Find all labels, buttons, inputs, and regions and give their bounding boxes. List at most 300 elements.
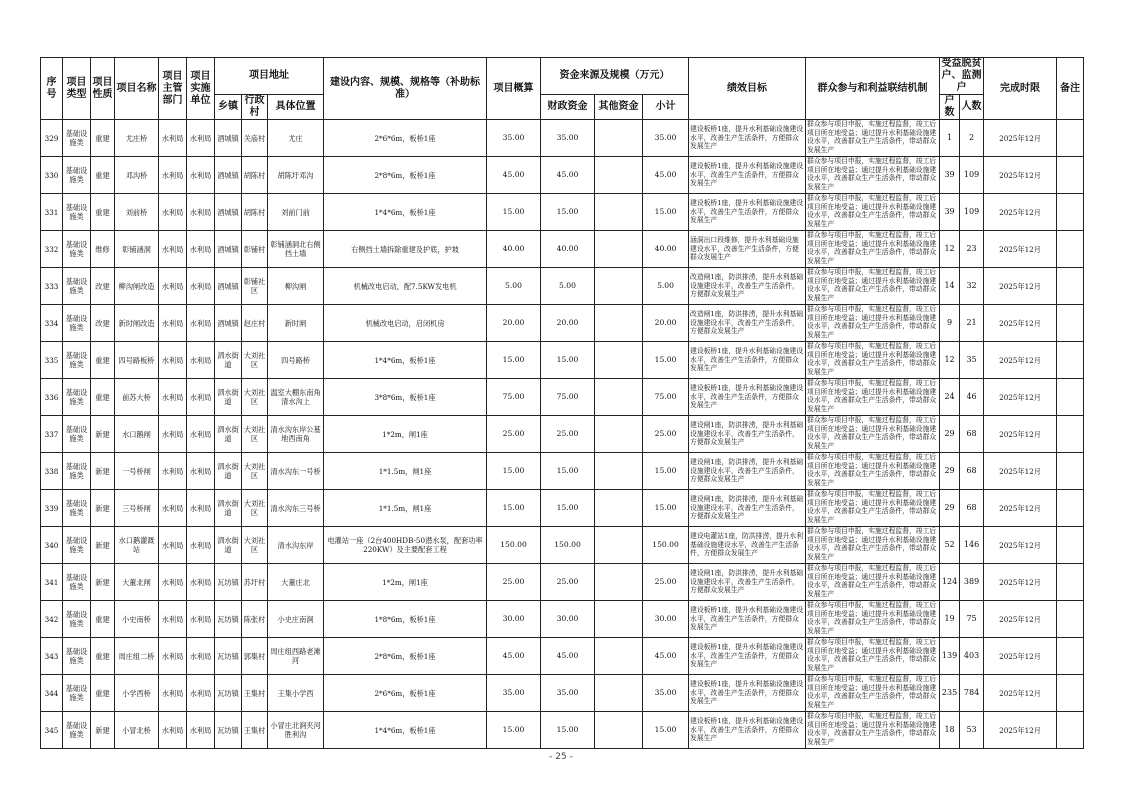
cell-unit: 水利局 xyxy=(187,342,215,379)
cell-other xyxy=(595,305,643,342)
cell-other xyxy=(595,564,643,601)
cell-village: 胡陈村 xyxy=(242,157,268,194)
cell-budget: 45.00 xyxy=(487,638,541,675)
cell-content: 右侧挡土墙拆除重建及护底，护坡 xyxy=(324,231,487,268)
cell-location: 柳沟闸 xyxy=(268,268,324,305)
cell-budget: 45.00 xyxy=(487,157,541,194)
cell-fiscal: 25.00 xyxy=(541,416,595,453)
cell-mechanism xyxy=(806,638,940,675)
cell-budget: 15.00 xyxy=(487,490,541,527)
mechanism-text: 群众参与项目申报，实施过程监督，竣工后项目所在地受益；通过提升水利基础设施建设水平，改善群众生产生活条件，带动群众发展生产 xyxy=(807,268,937,303)
header-village: 行政村 xyxy=(242,95,268,120)
cell-type: 基础设施类 xyxy=(63,527,91,564)
cell-dept: 水利局 xyxy=(159,527,187,564)
cell-households: 139 xyxy=(940,638,960,675)
cell-location: 彰铺涵洞北右侧挡土墙 xyxy=(268,231,324,268)
cell-seq: 336 xyxy=(41,379,63,416)
cell-households: 29 xyxy=(940,416,960,453)
cell-budget: 15.00 xyxy=(487,194,541,231)
cell-nature: 重建 xyxy=(91,601,115,638)
cell-dept: 水利局 xyxy=(159,268,187,305)
cell-fiscal: 30.00 xyxy=(541,601,595,638)
cell-unit: 水利局 xyxy=(187,601,215,638)
cell-type: 基础设施类 xyxy=(63,231,91,268)
cell-town: 酒城镇 xyxy=(215,305,242,342)
table-row xyxy=(41,342,1084,379)
cell-remark xyxy=(1057,453,1084,490)
cell-unit: 水利局 xyxy=(187,157,215,194)
cell-seq: 337 xyxy=(41,416,63,453)
cell-unit: 水利局 xyxy=(187,564,215,601)
cell-households: 39 xyxy=(940,194,960,231)
cell-unit: 水利局 xyxy=(187,120,215,157)
cell-seq: 340 xyxy=(41,527,63,564)
cell-dept: 水利局 xyxy=(159,712,187,749)
cell-village: 胡陈村 xyxy=(242,194,268,231)
cell-location: 大董庄北 xyxy=(268,564,324,601)
cell-goal: 建设闸1座，防洪排涝，提升水利基础设施建设水平，改善生产生活条件，方便群众发展生产 xyxy=(689,453,806,490)
cell-name: 小冒北桥 xyxy=(115,712,159,749)
cell-people: 109 xyxy=(960,194,984,231)
cell-fiscal: 15.00 xyxy=(541,453,595,490)
cell-remark xyxy=(1057,268,1084,305)
cell-remark xyxy=(1057,194,1084,231)
cell-unit: 水利局 xyxy=(187,379,215,416)
cell-subtotal: 75.00 xyxy=(643,379,689,416)
cell-completion: 2025年12月 xyxy=(984,231,1057,268)
cell-fiscal: 40.00 xyxy=(541,231,595,268)
cell-type: 基础设施类 xyxy=(63,453,91,490)
cell-dept: 水利局 xyxy=(159,120,187,157)
cell-town: 瓦坊镇 xyxy=(215,638,242,675)
cell-village: 大刘社区 xyxy=(242,342,268,379)
cell-subtotal: 15.00 xyxy=(643,712,689,749)
cell-name: 前苏大桥 xyxy=(115,379,159,416)
cell-dept: 水利局 xyxy=(159,638,187,675)
cell-mechanism xyxy=(806,453,940,490)
cell-subtotal: 25.00 xyxy=(643,416,689,453)
cell-budget: 25.00 xyxy=(487,564,541,601)
cell-other xyxy=(595,157,643,194)
cell-nature: 维修 xyxy=(91,231,115,268)
cell-households: 24 xyxy=(940,379,960,416)
table-row xyxy=(41,120,1084,157)
cell-seq: 330 xyxy=(41,157,63,194)
cell-completion: 2025年12月 xyxy=(984,675,1057,712)
mechanism-text: 群众参与项目申报，实施过程监督，竣工后项目所在地受益；通过提升水利基础设施建设水平，改善群众生产生活条件，带动群众发展生产 xyxy=(807,638,937,673)
cell-name: 邓沟桥 xyxy=(115,157,159,194)
mechanism-text: 群众参与项目申报，实施过程监督，竣工后项目所在地受益；通过提升水利基础设施建设水平，改善群众生产生活条件，带动群众发展生产 xyxy=(807,564,937,599)
table-row xyxy=(41,638,1084,675)
cell-mechanism xyxy=(806,490,940,527)
cell-village: 彰铺村 xyxy=(242,231,268,268)
cell-other xyxy=(595,675,643,712)
cell-content: 2*8*6m，板桥1座 xyxy=(324,157,487,194)
cell-mechanism xyxy=(806,342,940,379)
cell-completion: 2025年12月 xyxy=(984,490,1057,527)
cell-completion: 2025年12月 xyxy=(984,564,1057,601)
cell-goal: 改造闸1座，防洪排涝，提升水利基础设施建设水平，改善生产生活条件，方便群众发展生产 xyxy=(689,305,806,342)
cell-households: 235 xyxy=(940,675,960,712)
cell-other xyxy=(595,712,643,749)
header-budget: 项目概算 xyxy=(487,58,541,120)
mechanism-text: 群众参与项目申报，实施过程监督，竣工后项目所在地受益；通过提升水利基础设施建设水平，改善群众生产生活条件，带动群众发展生产 xyxy=(807,194,937,229)
cell-seq: 341 xyxy=(41,564,63,601)
cell-fiscal: 5.00 xyxy=(541,268,595,305)
cell-completion: 2025年12月 xyxy=(984,120,1057,157)
table-row xyxy=(41,194,1084,231)
table-row xyxy=(41,527,1084,564)
mechanism-text: 群众参与项目申报，实施过程监督，竣工后项目所在地受益；通过提升水利基础设施建设水平，改善群众生产生活条件，带动群众发展生产 xyxy=(807,601,937,636)
cell-subtotal: 5.00 xyxy=(643,268,689,305)
cell-seq: 331 xyxy=(41,194,63,231)
cell-seq: 329 xyxy=(41,120,63,157)
cell-people: 68 xyxy=(960,416,984,453)
cell-location: 清水沟东三号桥 xyxy=(268,490,324,527)
cell-completion: 2025年12月 xyxy=(984,194,1057,231)
cell-fiscal: 15.00 xyxy=(541,342,595,379)
cell-content: 1*4*6m，板桥1座 xyxy=(324,194,487,231)
cell-name: 一号桥闸 xyxy=(115,453,159,490)
mechanism-text: 群众参与项目申报，实施过程监督，竣工后项目所在地受益；通过提升水利基础设施建设水平，改善群众生产生活条件，带动群众发展生产 xyxy=(807,305,937,340)
cell-type: 基础设施类 xyxy=(63,194,91,231)
cell-remark xyxy=(1057,564,1084,601)
header-unit: 项目实施单位 xyxy=(187,58,215,120)
cell-mechanism xyxy=(806,194,940,231)
cell-people: 403 xyxy=(960,638,984,675)
cell-town: 酒城镇 xyxy=(215,120,242,157)
cell-remark xyxy=(1057,527,1084,564)
table-row xyxy=(41,305,1084,342)
cell-nature: 重建 xyxy=(91,675,115,712)
mechanism-text: 群众参与项目申报，实施过程监督，竣工后项目所在地受益；通过提升水利基础设施建设水平，改善群众生产生活条件，带动群众发展生产 xyxy=(807,453,937,488)
cell-type: 基础设施类 xyxy=(63,342,91,379)
cell-name: 水口鹅闸 xyxy=(115,416,159,453)
cell-subtotal: 20.00 xyxy=(643,305,689,342)
cell-other xyxy=(595,638,643,675)
table-header xyxy=(41,58,1084,120)
cell-people: 784 xyxy=(960,675,984,712)
cell-type: 基础设施类 xyxy=(63,675,91,712)
header-completion: 完成时限 xyxy=(984,58,1057,120)
cell-goal: 建设板桥1座，提升水利基础设施建设水平，改善生产生活条件，方便群众发展生产 xyxy=(689,157,806,194)
mechanism-text: 群众参与项目申报，实施过程监督，竣工后项目所在地受益；通过提升水利基础设施建设水平，改善群众生产生活条件，带动群众发展生产 xyxy=(807,527,937,562)
cell-unit: 水利局 xyxy=(187,194,215,231)
cell-mechanism xyxy=(806,712,940,749)
cell-goal: 建设闸1座，防洪排涝，提升水利基础设施建设水平，改善生产生活条件，方便群众发展生产 xyxy=(689,564,806,601)
cell-people: 2 xyxy=(960,120,984,157)
cell-people: 23 xyxy=(960,231,984,268)
cell-dept: 水利局 xyxy=(159,601,187,638)
cell-people: 68 xyxy=(960,453,984,490)
cell-name: 周庄组二桥 xyxy=(115,638,159,675)
mechanism-text: 群众参与项目申报，实施过程监督，竣工后项目所在地受益；通过提升水利基础设施建设水平，改善群众生产生活条件，带动群众发展生产 xyxy=(807,379,937,414)
cell-village: 王集村 xyxy=(242,675,268,712)
cell-remark xyxy=(1057,490,1084,527)
cell-seq: 343 xyxy=(41,638,63,675)
cell-other xyxy=(595,120,643,157)
cell-mechanism xyxy=(806,120,940,157)
cell-unit: 水利局 xyxy=(187,453,215,490)
mechanism-text: 群众参与项目申报，实施过程监督，竣工后项目所在地受益；通过提升水利基础设施建设水平，改善群众生产生活条件，带动群众发展生产 xyxy=(807,675,937,710)
cell-town: 泗水街道 xyxy=(215,453,242,490)
header-other: 其他资金 xyxy=(595,95,643,120)
cell-completion: 2025年12月 xyxy=(984,638,1057,675)
cell-people: 146 xyxy=(960,527,984,564)
cell-nature: 重建 xyxy=(91,157,115,194)
cell-unit: 水利局 xyxy=(187,231,215,268)
cell-type: 基础设施类 xyxy=(63,601,91,638)
cell-content: 1*8*6m，板桥1座 xyxy=(324,601,487,638)
cell-nature: 重建 xyxy=(91,379,115,416)
table-row xyxy=(41,601,1084,638)
cell-people: 35 xyxy=(960,342,984,379)
cell-town: 泗水街道 xyxy=(215,416,242,453)
header-location: 具体位置 xyxy=(268,95,324,120)
header-fiscal: 财政资金 xyxy=(541,95,595,120)
header-content: 建设内容、规模、规格等（补助标准） xyxy=(324,58,487,120)
cell-subtotal: 40.00 xyxy=(643,231,689,268)
mechanism-text: 群众参与项目申报，实施过程监督，竣工后项目所在地受益；通过提升水利基础设施建设水平，改善群众生产生活条件，带动群众发展生产 xyxy=(807,157,937,192)
cell-seq: 344 xyxy=(41,675,63,712)
cell-location: 周庄组西路老滩河 xyxy=(268,638,324,675)
cell-village: 王集村 xyxy=(242,712,268,749)
table-row xyxy=(41,490,1084,527)
header-town: 乡镇 xyxy=(215,95,242,120)
cell-name: 彰铺涵洞 xyxy=(115,231,159,268)
cell-name: 小史南桥 xyxy=(115,601,159,638)
cell-budget: 35.00 xyxy=(487,675,541,712)
cell-households: 9 xyxy=(940,305,960,342)
cell-seq: 338 xyxy=(41,453,63,490)
cell-name: 三号桥闸 xyxy=(115,490,159,527)
cell-nature: 重建 xyxy=(91,194,115,231)
mechanism-text: 群众参与项目申报，实施过程监督，竣工后项目所在地受益；通过提升水利基础设施建设水平，改善群众生产生活条件，带动群众发展生产 xyxy=(807,342,937,377)
table-row xyxy=(41,379,1084,416)
cell-budget: 25.00 xyxy=(487,416,541,453)
cell-households: 12 xyxy=(940,231,960,268)
table-row xyxy=(41,231,1084,268)
cell-goal: 涵洞出口段维修，提升水利基础设施建设水平，改善生产生活条件，方便群众发展生产 xyxy=(689,231,806,268)
cell-village: 大刘社区 xyxy=(242,490,268,527)
cell-town: 泗水街道 xyxy=(215,490,242,527)
cell-fiscal: 15.00 xyxy=(541,712,595,749)
header-people: 人数 xyxy=(960,95,984,120)
cell-type: 基础设施类 xyxy=(63,157,91,194)
cell-completion: 2025年12月 xyxy=(984,157,1057,194)
table-body xyxy=(41,120,1084,749)
cell-town: 酒城镇 xyxy=(215,157,242,194)
cell-location: 清水沟东岸 xyxy=(268,527,324,564)
cell-name: 新时闸改造 xyxy=(115,305,159,342)
cell-remark xyxy=(1057,638,1084,675)
cell-name: 柳沟闸改造 xyxy=(115,268,159,305)
cell-nature: 重建 xyxy=(91,638,115,675)
cell-other xyxy=(595,527,643,564)
cell-dept: 水利局 xyxy=(159,342,187,379)
cell-completion: 2025年12月 xyxy=(984,268,1057,305)
cell-other xyxy=(595,231,643,268)
cell-mechanism xyxy=(806,416,940,453)
cell-people: 46 xyxy=(960,379,984,416)
cell-content: 1*4*6m，板桥1座 xyxy=(324,712,487,749)
table-row xyxy=(41,416,1084,453)
cell-name: 尤庄桥 xyxy=(115,120,159,157)
cell-content: 1*2m，闸1座 xyxy=(324,416,487,453)
cell-location: 清水沟东岸公墓地西南角 xyxy=(268,416,324,453)
cell-households: 14 xyxy=(940,268,960,305)
cell-other xyxy=(595,268,643,305)
mechanism-text: 群众参与项目申报，实施过程监督，竣工后项目所在地受益；通过提升水利基础设施建设水平，改善群众生产生活条件，带动群众发展生产 xyxy=(807,416,937,451)
cell-remark xyxy=(1057,157,1084,194)
cell-location: 胡陈圩邓沟 xyxy=(268,157,324,194)
cell-type: 基础设施类 xyxy=(63,120,91,157)
cell-type: 基础设施类 xyxy=(63,379,91,416)
cell-fiscal: 15.00 xyxy=(541,194,595,231)
cell-content: 1*1.5m，闸1座 xyxy=(324,490,487,527)
cell-village: 苏圩村 xyxy=(242,564,268,601)
cell-completion: 2025年12月 xyxy=(984,601,1057,638)
header-seq: 序号 xyxy=(41,58,63,120)
cell-unit: 水利局 xyxy=(187,490,215,527)
cell-mechanism xyxy=(806,157,940,194)
cell-seq: 342 xyxy=(41,601,63,638)
cell-unit: 水利局 xyxy=(187,527,215,564)
cell-type: 基础设施类 xyxy=(63,305,91,342)
cell-budget: 5.00 xyxy=(487,268,541,305)
cell-budget: 35.00 xyxy=(487,120,541,157)
cell-subtotal: 150.00 xyxy=(643,527,689,564)
cell-town: 泗水街道 xyxy=(215,342,242,379)
cell-goal: 建设板桥1座，提升水利基础设施建设水平，改善生产生活条件，方便群众发展生产 xyxy=(689,675,806,712)
cell-remark xyxy=(1057,601,1084,638)
cell-unit: 水利局 xyxy=(187,416,215,453)
cell-unit: 水利局 xyxy=(187,268,215,305)
cell-households: 39 xyxy=(940,157,960,194)
header-type: 项目类型 xyxy=(63,58,91,120)
cell-town: 瓦坊镇 xyxy=(215,601,242,638)
cell-nature: 新建 xyxy=(91,453,115,490)
cell-village: 大刘社区 xyxy=(242,453,268,490)
cell-completion: 2025年12月 xyxy=(984,379,1057,416)
cell-other xyxy=(595,490,643,527)
table-row xyxy=(41,157,1084,194)
header-name: 项目名称 xyxy=(115,58,159,120)
cell-goal: 建设板桥1座，提升水利基础设施建设水平，改善生产生活条件，方便群众发展生产 xyxy=(689,379,806,416)
cell-households: 18 xyxy=(940,712,960,749)
cell-remark xyxy=(1057,712,1084,749)
cell-content: 机械改电启动，启闭机房 xyxy=(324,305,487,342)
cell-goal: 建设板桥1座，提升水利基础设施建设水平，改善生产生活条件，方便群众发展生产 xyxy=(689,712,806,749)
cell-content: 2*6*6m，板桥1座 xyxy=(324,675,487,712)
table-row xyxy=(41,712,1084,749)
table-row xyxy=(41,675,1084,712)
cell-nature: 重建 xyxy=(91,120,115,157)
cell-mechanism xyxy=(806,268,940,305)
cell-dept: 水利局 xyxy=(159,490,187,527)
cell-unit: 水利局 xyxy=(187,305,215,342)
cell-households: 52 xyxy=(940,527,960,564)
cell-completion: 2025年12月 xyxy=(984,416,1057,453)
cell-fiscal: 35.00 xyxy=(541,675,595,712)
cell-dept: 水利局 xyxy=(159,157,187,194)
cell-location: 小史庄南涧 xyxy=(268,601,324,638)
cell-budget: 75.00 xyxy=(487,379,541,416)
cell-mechanism xyxy=(806,675,940,712)
cell-content: 机械改电启动，配7.5KW发电机 xyxy=(324,268,487,305)
cell-completion: 2025年12月 xyxy=(984,453,1057,490)
cell-people: 109 xyxy=(960,157,984,194)
cell-content: 2*6*6m，板桥1座 xyxy=(324,120,487,157)
cell-location: 温室大棚东南角清水沟上 xyxy=(268,379,324,416)
cell-fiscal: 35.00 xyxy=(541,120,595,157)
cell-mechanism xyxy=(806,305,940,342)
table-row xyxy=(41,564,1084,601)
cell-type: 基础设施类 xyxy=(63,638,91,675)
cell-subtotal: 45.00 xyxy=(643,638,689,675)
cell-location: 新时闸 xyxy=(268,305,324,342)
cell-mechanism xyxy=(806,527,940,564)
cell-households: 29 xyxy=(940,453,960,490)
cell-budget: 40.00 xyxy=(487,231,541,268)
cell-nature: 改建 xyxy=(91,305,115,342)
header-nature: 项目性质 xyxy=(91,58,115,120)
cell-other xyxy=(595,342,643,379)
cell-subtotal: 15.00 xyxy=(643,194,689,231)
cell-completion: 2025年12月 xyxy=(984,305,1057,342)
cell-dept: 水利局 xyxy=(159,675,187,712)
table-row xyxy=(41,453,1084,490)
cell-subtotal: 15.00 xyxy=(643,453,689,490)
cell-fiscal: 150.00 xyxy=(541,527,595,564)
cell-remark xyxy=(1057,231,1084,268)
cell-other xyxy=(595,416,643,453)
cell-village: 郭集村 xyxy=(242,638,268,675)
cell-village: 陈张村 xyxy=(242,601,268,638)
cell-subtotal: 35.00 xyxy=(643,675,689,712)
cell-budget: 15.00 xyxy=(487,712,541,749)
cell-households: 12 xyxy=(940,342,960,379)
cell-people: 75 xyxy=(960,601,984,638)
cell-dept: 水利局 xyxy=(159,453,187,490)
cell-town: 酒城镇 xyxy=(215,231,242,268)
cell-people: 68 xyxy=(960,490,984,527)
cell-town: 酒城镇 xyxy=(215,194,242,231)
header-remark: 备注 xyxy=(1057,58,1084,120)
cell-location: 刘前门前 xyxy=(268,194,324,231)
cell-village: 彰铺社区 xyxy=(242,268,268,305)
cell-town: 泗水街道 xyxy=(215,527,242,564)
cell-content: 2*8*6m，板桥1座 xyxy=(324,638,487,675)
cell-seq: 332 xyxy=(41,231,63,268)
cell-village: 关庙村 xyxy=(242,120,268,157)
cell-content: 1*2m，闸1座 xyxy=(324,564,487,601)
cell-seq: 339 xyxy=(41,490,63,527)
cell-name: 四号路板桥 xyxy=(115,342,159,379)
cell-remark xyxy=(1057,120,1084,157)
cell-nature: 新建 xyxy=(91,416,115,453)
cell-budget: 30.00 xyxy=(487,601,541,638)
cell-goal: 建设板桥1座，提升水利基础设施建设水平，改善生产生活条件，方便群众发展生产 xyxy=(689,638,806,675)
cell-people: 32 xyxy=(960,268,984,305)
cell-type: 基础设施类 xyxy=(63,712,91,749)
cell-households: 1 xyxy=(940,120,960,157)
cell-remark xyxy=(1057,342,1084,379)
cell-content: 1*4*6m，板桥1座 xyxy=(324,342,487,379)
cell-fiscal: 20.00 xyxy=(541,305,595,342)
cell-goal: 改造闸1座，防洪排涝，提升水利基础设施建设水平，改善生产生活条件，方便群众发展生产 xyxy=(689,268,806,305)
cell-type: 基础设施类 xyxy=(63,564,91,601)
